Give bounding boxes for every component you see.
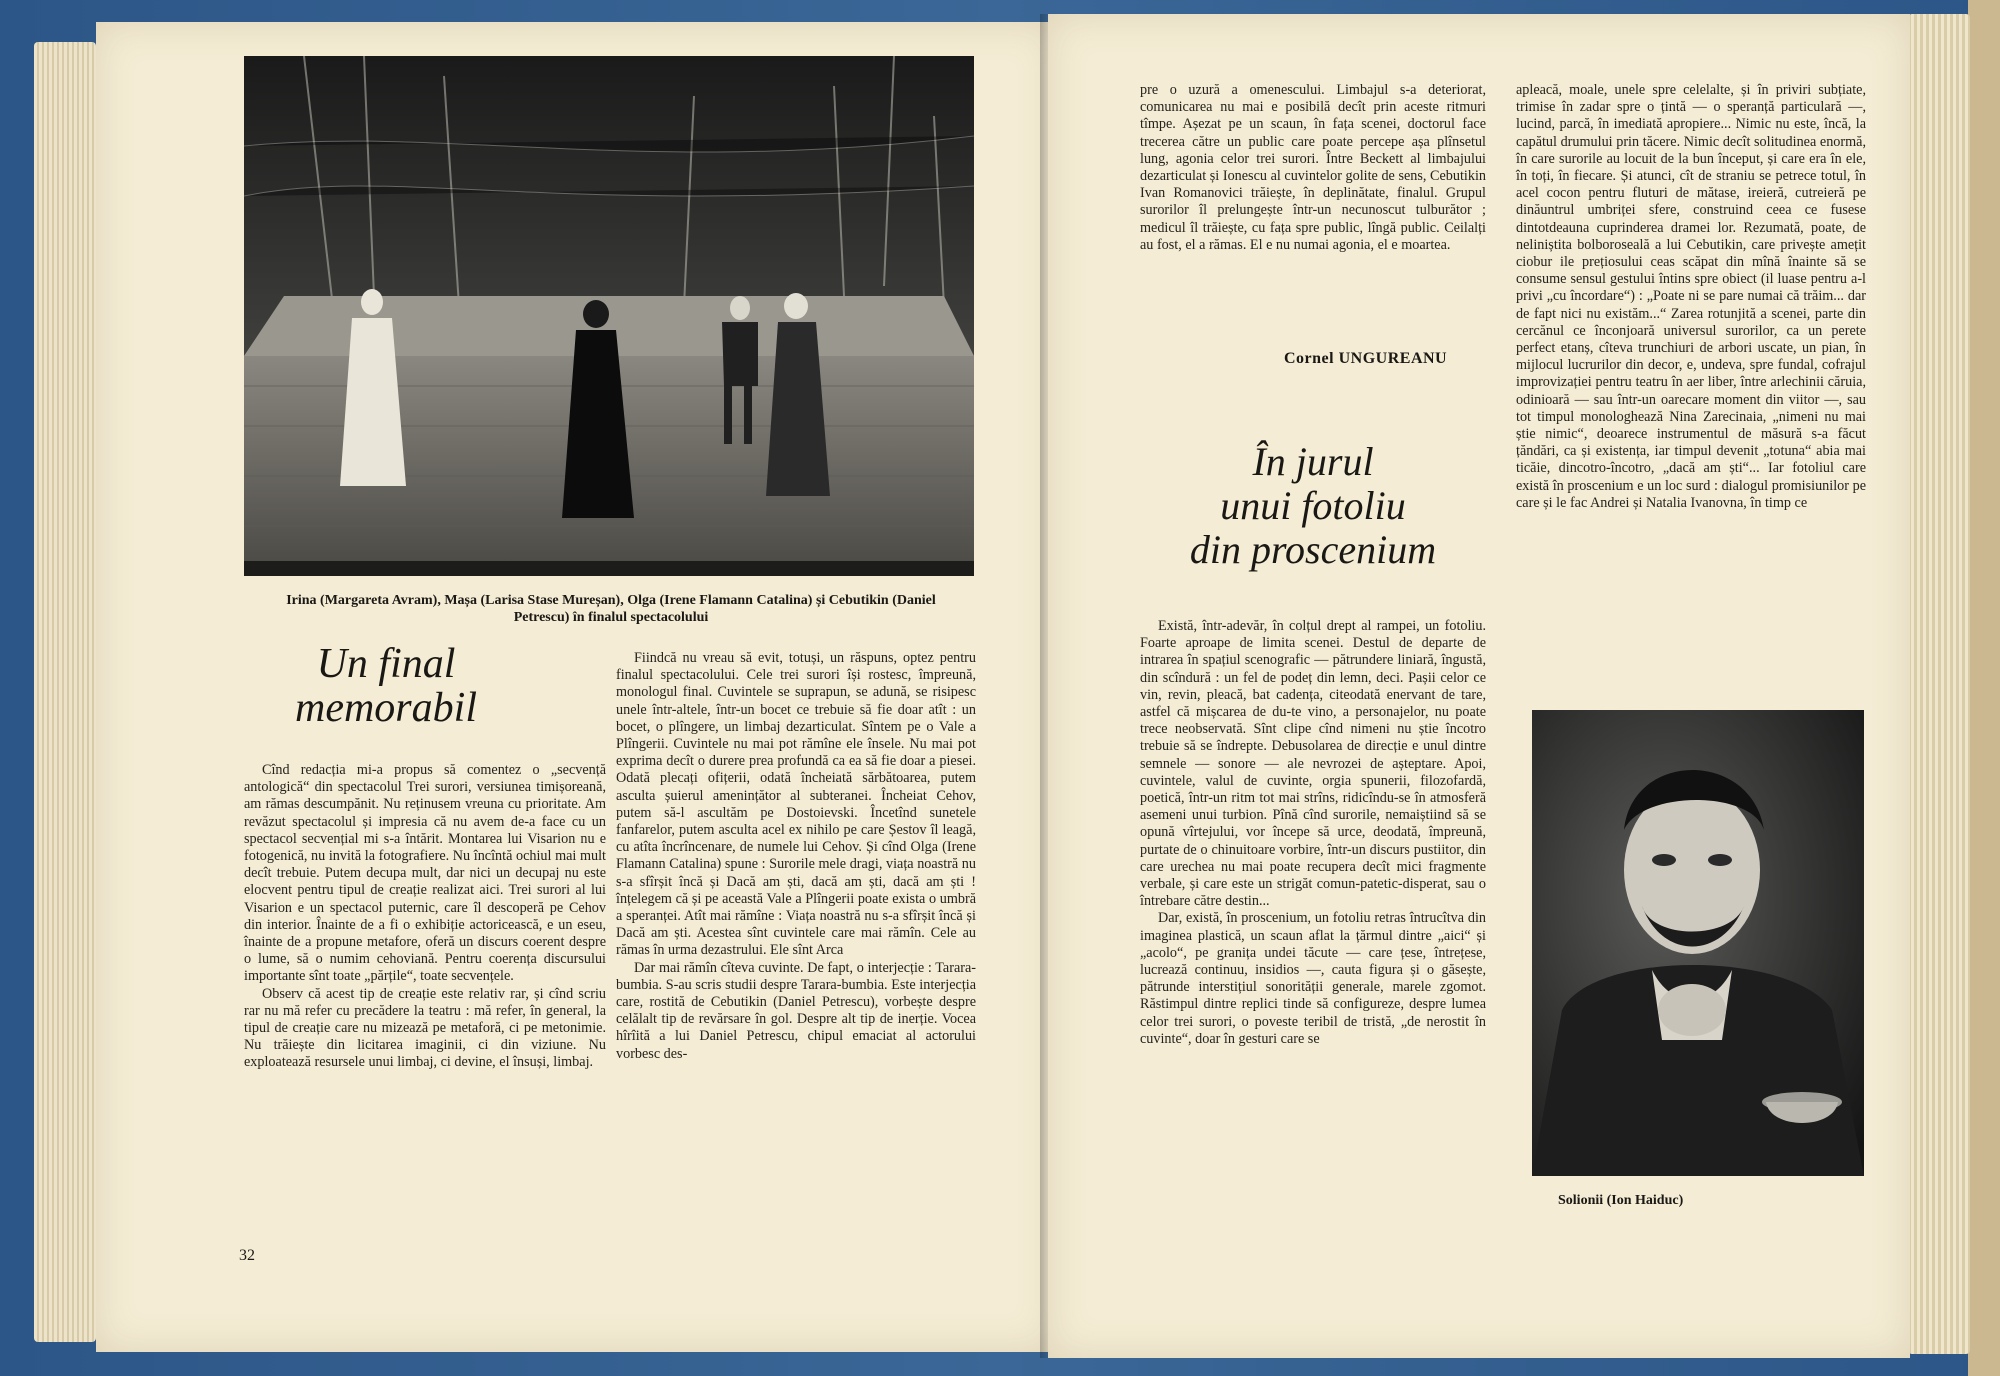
left-column-2 xyxy=(616,650,976,1063)
paragraph: Dar, există, în proscenium, un fotoliu retras întrucîtva din imaginea plastică, un scaun aflat la țărmul dintre „aici“ și „acolo“, pe granița undei tăcute — care țese, întrețese, lucrează continuu, insidios —, cauta figura și o găsește, pătrunde interstițiul sonorității generale, marele zgomot. Răstimpul dintre replici tinde să configureze, despre lumea celor trei surori, o poveste teribil de tristă, „de nerostit în cuvinte“, doar în gesturi care se xyxy=(1140,910,1486,1047)
paragraph: Observ că acest tip de creație este relativ rar, și cînd scriu rar nu mă refer cu precădere la teatru : mă refer, în general, la tipul de creație care nu mizează pe metaforă, ci pe metonimie. Nu trăiește din licitarea imaginii, ci din viziune. Nu exploatează resursele unui limbaj, ci devine, el însuși, limbaj. xyxy=(244,985,606,1071)
paragraph: Fiindcă nu vreau să evit, totuși, un răspuns, optez pentru finalul spectacolului. Cele trei surori își rostesc, împreună, monologul final. Cuvintele se suprapun, se adună, se risipesc unele într-altele, într-un bocet ce trebuie să fie doar atît : un bocet, o plîngere, un limbaj dezarticulat. Sîntem pe o Vale a Plîngerii. Cuvintele nu mai pot rămîne ele însele. Nu mai pot exprima decît o durere prea profundă ca ea să fie doar a piesei. Odată plecați ofițerii, odată încheiată sărbătoarea, putem asculta șuierul amenințător al subteranei. Încheiat Cehov, putem să-l ascultăm pe Dostoievski. Încetînd sunetele fanfarelor, putem asculta acel ex nihilo pe care Șestov îl leagă, cu atîta încrîncenare, de numele lui Cehov. Și cînd Olga (Irene Flamann Catalina) spune : Surorile mele dragi, viața noastră nu s-a sfîrșit încă și Dacă am ști, dacă am ști, dacă am ști ! înțelegem că și pe această Vale a Plîngerii poate exista o umbră a speranței. Atît mai rămîne : Viața noastră nu s-a sfîrșit încă și Dacă am ști. Acestea sînt cuvintele care mai rămîn. Cele au rămas în urma dezastrului. Ele sînt Arca xyxy=(616,650,976,959)
paragraph: pre o uzură a omenescului. Limbajul s-a deteriorat, comunicarea nu mai e posibilă decît prin aceste ritmuri tîmpe. Așezat pe un scaun, în fața scenei, doctorul face trecerea către un public care poate percepe așa plînsetul lung, agonia celor trei surori. Între Beckett al limbajului dezarticulat și Ionescu al cuvintelor golite de sens, Cebutikin Ivan Romanovici trăiește, în deplinătate, finalul. Grupul surorilor îl prelungește într-un necunoscut tulburător ; medicul îl trăiește, cu fața spre public, lîngă public. Ceilalți au fost, el a rămas. El e nu numai agonia, el e moartea. xyxy=(1140,82,1486,253)
stage-scene-image xyxy=(244,56,974,576)
photo-caption: Irina (Margareta Avram), Mașa (Larisa Stase Mureșan), Olga (Irene Flamann Catalina) și Cebutikin (Daniel Petrescu) în finalul spectacolului xyxy=(286,593,936,625)
title-line-2: memorabil xyxy=(295,685,477,731)
article-title-right xyxy=(1188,440,1438,572)
right-page-edges xyxy=(1908,14,1970,1354)
paragraph: apleacă, moale, unele spre celelalte, și în priviri subțiate, trimise în zadar spre o țintă — o speranță particulară —, lucind, parcă, în imediată apropiere... Nimic nu este, încă, la capătul drumului prin tăcere. Nimic decît solitudinea enormă, în care surorile au locuit de la bun început, și care era în ele, în toți, în fiecare. Și atunci, cît de straniu se petrece totul, în acel cocon pentru fluturi de mătase, ireieră, cutreieră pe dinăuntrul umbriței sfere, construind ceea ce fusese dintotdeauna cuprinderea dramei lor. Rezumată, poate, de neliniștita bolboroseală a lui Cebutikin, care privește amețit ciobur ile prețiosului ceas scăpat din mînă înainte să se consume sensul gestului întins spre obiect (il luase pentru a-l privi „cu încordare“) : „Poate ni se pare numai că trăim... dar de fapt nici nu existăm...“ Zarea rotunjită a scenei, parte din cercănul ce înconjoară universul surorilor, ca un perete perfect etanș, cîteva trunchiuri de arbori uscate, un pian, în mijlocul lucrurilor din decor, e, undeva, spre fundal, cofrajul improvizației pentru teatru în aer liber, între arlechinii căruia, odinioară — sau într-un oarecare moment din viitor —, sau tot timpul monologhează Nina Zarecinaia, „nimeni nu mai știe nimic“, deoarece instrumentul de măsură s-a făcut țăndări, ca și existența, iar timpul devenit „totuna“ abia mai ticăie, dincotro-încotro, „dacă am ști“... Iar fotoliul care există în proscenium e un loc surd : dialogul promisiunilor pe care și le fac Andrei și Natalia Ivanovna, în timp ce xyxy=(1516,82,1866,511)
stage-photo xyxy=(244,56,974,576)
right-page xyxy=(1048,14,1910,1358)
right-border-strip xyxy=(1968,0,2000,1376)
right-column-1-top xyxy=(1140,82,1486,254)
portrait-caption: Solionii (Ion Haiduc) xyxy=(1558,1193,1684,1208)
paragraph: Dar mai rămîn cîteva cuvinte. De fapt, o interjecție : Tarara-bumbia. S-au scris studii despre Tarara-bumbia. Este interjecția care, rostită de Cebutikin (Daniel Petrescu), vorbește despre celălalt tip de revărsare în gol. Despre alt tip de inerție. Vocea hîrîită a lui Daniel Petrescu, chipul emaciat al actorului vorbesc des- xyxy=(616,959,976,1062)
left-page xyxy=(96,22,1056,1352)
title-line-1: Un final xyxy=(316,641,456,687)
article-title-left xyxy=(286,642,486,730)
title-line-3: din proscenium xyxy=(1189,527,1437,572)
portrait-photo xyxy=(1532,710,1864,1176)
paragraph: Există, într-adevăr, în colțul drept al rampei, un fotoliu. Foarte aproape de limita scenei. Destul de departe de intrarea în spațiul scenografic — pătrundere liniară, îngustă, din scîndură : un fel de podeț din lemn, deci. Pașii celor ce vin, revin, pleacă, bat cadența, citeodată enervant de tare, astfel că mișcarea de du-te vino, a personajelor, nu poate trece neobservată. Sînt clipe cînd nimeni nu știe încotro trebuie să se îndrepte. Debusolarea de direcție e unul dintre semnele — sonore — ale nevrozei de așteptare. Apoi, cuvintele, valul de cuvinte, orgia spunerii, filozofardă, poetică, într-un ritm tot mai strîns, ridicîndu-se în atmosferă asemeni unui turbion. Pînă cînd surorile, nemaiștiind să se opună vîrtejului, vor începe să urce, deodată, împreună, purtate de o chinuitoare vorbire, într-un discurs pustiitor, din care urechea nu mai poate recupera decît mici fragmente verbale, și care este un strigăt comun-patetic-disperat, sau o întrebare către destin... xyxy=(1140,618,1486,910)
title-line-2: unui fotoliu xyxy=(1220,483,1406,528)
left-page-edges xyxy=(34,42,96,1342)
left-column-1 xyxy=(244,762,606,1072)
portrait-image xyxy=(1532,710,1864,1176)
page-number: 32 xyxy=(239,1247,255,1264)
title-line-1: În jurul xyxy=(1252,439,1374,484)
paragraph: Cînd redacția mi-a propus să comentez o „secvență antologică“ din spectacolul Trei surori, versiunea timișoreană, am rămas descumpănit. Nu reținusem vreuna cu prioritate. Am revăzut spectacolul și impresia că nu avem de-a face cu un spectacol secvențial mi s-a întărit. Montarea lui Visarion nu e fotogenică, nu invită la fotografiere. Nu încîntă ochiul mai mult decît trebuie. Putem decupa mult, dar nici un decupaj nu este elocvent pentru tipul de creație realizat aici. Trei surori al lui Visarion e un spectacol puternic, care îl descoperă pe Cehov din interior. Înainte de a fi o exhibiție actoricească, e un eseu, înainte de a propune metafore, oferă un discurs coerent despre o lume, să o numim cehoviană. Pentru coerența discursului importante sînt toate „părțile“, toate secvențele. xyxy=(244,762,606,985)
author-byline: Cornel UNGUREANU xyxy=(1284,350,1448,367)
right-column-1-bottom xyxy=(1140,618,1486,1048)
right-column-2 xyxy=(1516,82,1866,512)
